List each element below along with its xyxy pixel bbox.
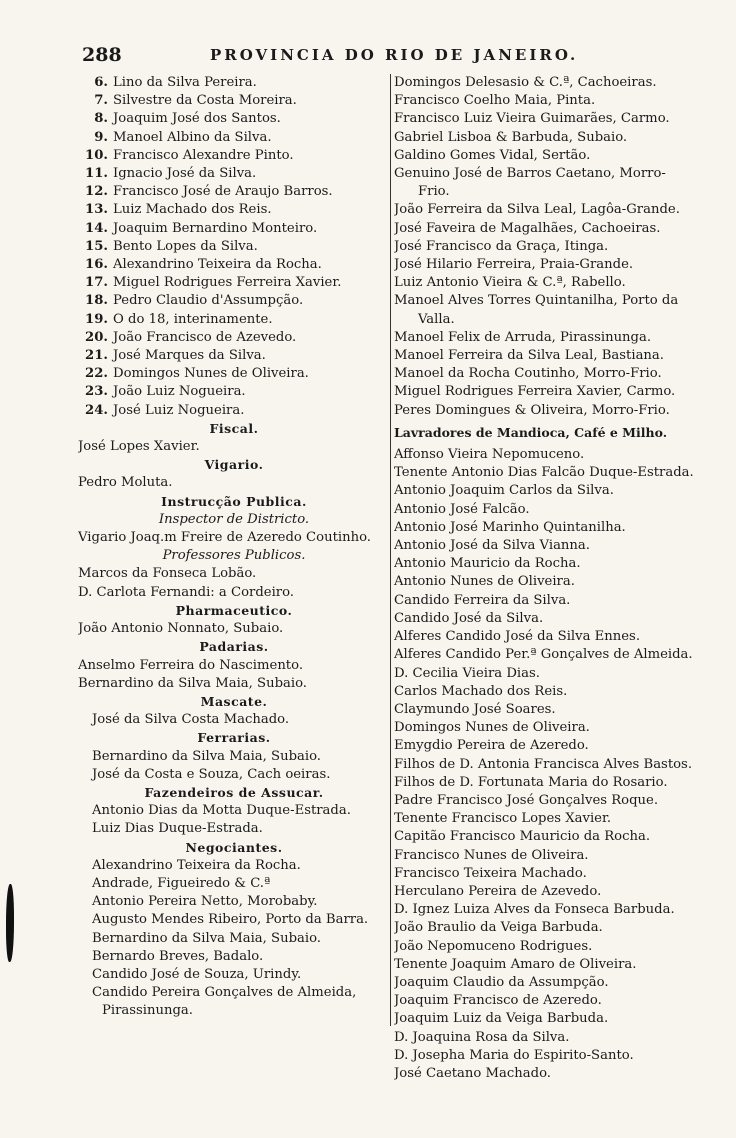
list-item: 19. O do 18, interinamente. bbox=[85, 311, 273, 327]
section-heading-instruccao: Instrucção Publica. bbox=[161, 493, 307, 509]
section-heading-negociantes: Negociantes. bbox=[185, 839, 283, 855]
entry-professor: Marcos da Fonseca Lobão. bbox=[78, 566, 257, 582]
right-column bbox=[394, 74, 706, 1083]
entry-negociante: Manoel Alves Torres Quintanilha, Porto da bbox=[394, 293, 679, 309]
entry-negociante: Bernardo Breves, Badalo. bbox=[92, 948, 264, 964]
entry-lavrador: D. Ignez Luiza Alves da Fonseca Barbuda. bbox=[394, 902, 675, 918]
entry-fiscal: José Lopes Xavier. bbox=[78, 439, 200, 455]
list-item: 10. Francisco Alexandre Pinto. bbox=[85, 147, 294, 163]
section-heading-pharmaceutico: Pharmaceutico. bbox=[175, 602, 293, 618]
entry-negociante: Francisco Luiz Vieira Guimarães, Carmo. bbox=[394, 111, 670, 127]
column-divider bbox=[390, 74, 391, 1026]
entry-negociante: Manoel Felix de Arruda, Pirassinunga. bbox=[394, 329, 652, 345]
entry-negociante: Bernardino da Silva Maia, Subaio. bbox=[92, 930, 321, 946]
entry-lavrador: Joaquim Claudio da Assumpção. bbox=[394, 974, 609, 990]
list-item: 21. José Marques da Silva. bbox=[85, 348, 266, 364]
section-heading-padarias: Padarias. bbox=[199, 639, 269, 655]
entry-lavrador: Emygdio Pereira de Azeredo. bbox=[394, 738, 589, 754]
entry-lavrador: Francisco Teixeira Machado. bbox=[394, 865, 587, 881]
list-item: 16. Alexandrino Teixeira da Rocha. bbox=[85, 257, 322, 273]
page-header bbox=[82, 44, 702, 68]
entry-negociante: Galdino Gomes Vidal, Sertão. bbox=[394, 147, 591, 163]
entry-padaria: Anselmo Ferreira do Nascimento. bbox=[78, 657, 304, 673]
entry-lavrador: Tenente Antonio Dias Falcão Duque-Estrada. bbox=[394, 465, 694, 481]
subheading-inspector: Inspector de Districto. bbox=[158, 511, 310, 527]
entry-lavrador: Alferes Candido José da Silva Ennes. bbox=[394, 629, 641, 645]
entry-lavrador: Candido José da Silva. bbox=[394, 610, 544, 626]
entry-negociante: Genuino José de Barros Caetano, Morro- bbox=[394, 166, 666, 182]
entry-lavrador: Antonio José Falcão. bbox=[394, 501, 530, 517]
entry-lavrador: Antonio Mauricio da Rocha. bbox=[394, 556, 581, 572]
entry-negociante: João Ferreira da Silva Leal, Lagôa-Grande. bbox=[394, 202, 680, 218]
entry-professor: D. Carlota Fernandi: a Cordeiro. bbox=[78, 584, 294, 600]
entry-lavrador: D. Cecilia Vieira Dias. bbox=[394, 665, 540, 681]
entry-padaria: Bernardino da Silva Maia, Subaio. bbox=[78, 675, 307, 691]
entry-pharmaceutico: João Antonio Nonnato, Subaio. bbox=[78, 621, 284, 637]
section-heading-fiscal: Fiscal. bbox=[209, 420, 259, 436]
entry-lavrador: Capitão Francisco Mauricio da Rocha. bbox=[394, 829, 651, 845]
entry-negociante: Francisco Coelho Maia, Pinta. bbox=[394, 93, 596, 109]
numbered-list bbox=[78, 74, 390, 420]
entry-lavrador: D. Josepha Maria do Espirito-Santo. bbox=[394, 1047, 634, 1063]
entry-mascate: José da Silva Costa Machado. bbox=[92, 712, 290, 728]
entry-lavrador: Antonio Nunes de Oliveira. bbox=[394, 574, 575, 590]
entry-lavrador: Padre Francisco José Gonçalves Roque. bbox=[394, 792, 659, 808]
entry-lavrador: D. Joaquina Rosa da Silva. bbox=[394, 1029, 570, 1045]
page-number: 288 bbox=[82, 44, 122, 66]
entry-ferraria: Bernardino da Silva Maia, Subaio. bbox=[92, 748, 321, 764]
entry-negociante: José Hilario Ferreira, Praia-Grande. bbox=[394, 257, 634, 273]
entry-negociante: Manoel Ferreira da Silva Leal, Bastiana. bbox=[394, 348, 664, 364]
entry-negociante: José Faveira de Magalhães, Cachoeiras. bbox=[394, 220, 661, 236]
entry-fazendeiro: Antonio Dias da Motta Duque-Estrada. bbox=[92, 803, 351, 819]
entry-negociante: Augusto Mendes Ribeiro, Porto da Barra. bbox=[92, 912, 369, 928]
entry-lavrador: Carlos Machado dos Reis. bbox=[394, 683, 568, 699]
section-heading-fazendeiros: Fazendeiros de Assucar. bbox=[144, 784, 324, 800]
entry-negociante: Peres Domingues & Oliveira, Morro-Frio. bbox=[394, 402, 670, 418]
entry-fazendeiro: Luiz Dias Duque-Estrada. bbox=[92, 821, 263, 837]
entry-negociante: Luiz Antonio Vieira & C.ª, Rabello. bbox=[394, 275, 626, 291]
entry-lavrador: Domingos Nunes de Oliveira. bbox=[394, 720, 590, 736]
entry-lavrador: Tenente Francisco Lopes Xavier. bbox=[394, 811, 612, 827]
list-item: 15. Bento Lopes da Silva. bbox=[85, 238, 258, 254]
list-item: 9. Manoel Albino da Silva. bbox=[94, 129, 272, 145]
lavradores-list bbox=[394, 446, 706, 1083]
entry-negociante: Domingos Delesasio & C.ª, Cachoeiras. bbox=[394, 75, 657, 90]
section-heading-ferrarias: Ferrarias. bbox=[197, 730, 271, 746]
entry-lavrador: Antonio José Marinho Quintanilha. bbox=[394, 519, 626, 535]
list-item: 18. Pedro Claudio d'Assumpção. bbox=[85, 293, 304, 309]
list-item: 8. Joaquim José dos Santos. bbox=[94, 111, 281, 127]
entry-negociante: Andrade, Figueiredo & C.ª bbox=[92, 875, 271, 891]
list-item: 22. Domingos Nunes de Oliveira. bbox=[85, 366, 309, 382]
entry-negociante: Gabriel Lisboa & Barbuda, Subaio. bbox=[394, 129, 628, 145]
left-column bbox=[78, 74, 390, 1021]
entry-lavrador: Claymundo José Soares. bbox=[394, 701, 556, 717]
entry-lavrador: Candido Ferreira da Silva. bbox=[394, 592, 571, 608]
entry-lavrador: Joaquim Francisco de Azeredo. bbox=[394, 993, 602, 1009]
entry-lavrador: Herculano Pereira de Azevedo. bbox=[394, 883, 602, 899]
section-heading-lavradores: Lavradores de Mandioca, Café e Milho. bbox=[394, 424, 668, 440]
list-item: 17. Miguel Rodrigues Ferreira Xavier. bbox=[85, 275, 342, 291]
entry-lavrador: Filhos de D. Fortunata Maria do Rosario. bbox=[394, 774, 668, 790]
entry-vigario: Pedro Moluta. bbox=[78, 475, 173, 491]
entry-negociante: Candido José de Souza, Urindy. bbox=[92, 966, 302, 982]
entry-negociante: Manoel da Rocha Coutinho, Morro-Frio. bbox=[394, 366, 662, 382]
list-item: 20. João Francisco de Azevedo. bbox=[85, 329, 297, 345]
list-item: 11. Ignacio José da Silva. bbox=[85, 166, 257, 182]
list-item: 13. Luiz Machado dos Reis. bbox=[85, 202, 272, 218]
entry-lavrador: Tenente Joaquim Amaro de Oliveira. bbox=[394, 956, 637, 972]
entry-continuation: Frio. bbox=[418, 184, 450, 200]
entry-inspector: Vigario Joaq.m Freire de Azeredo Coutinho. bbox=[78, 530, 371, 546]
entry-lavrador: Francisco Nunes de Oliveira. bbox=[394, 847, 589, 863]
entry-lavrador: José Caetano Machado. bbox=[394, 1065, 551, 1081]
list-item: 6. Lino da Silva Pereira. bbox=[94, 75, 257, 90]
entry-lavrador: João Braulio da Veiga Barbuda. bbox=[394, 920, 603, 936]
entry-negociante: Candido Pereira Gonçalves de Almeida, bbox=[92, 985, 357, 1001]
entry-lavrador: Affonso Vieira Nepomuceno. bbox=[394, 447, 585, 463]
entry-continuation: Valla. bbox=[418, 311, 455, 327]
list-item: 24. José Luiz Nogueira. bbox=[85, 402, 245, 418]
entry-negociante: Antonio Pereira Netto, Morobaby. bbox=[92, 894, 318, 910]
list-item: 23. João Luiz Nogueira. bbox=[85, 384, 246, 400]
entry-lavrador: João Nepomuceno Rodrigues. bbox=[394, 938, 593, 954]
entry-ferraria: José da Costa e Souza, Cach oeiras. bbox=[92, 766, 331, 782]
entry-lavrador: Joaquim Luiz da Veiga Barbuda. bbox=[394, 1011, 609, 1027]
list-item: 12. Francisco José de Araujo Barros. bbox=[85, 184, 333, 200]
list-item: 7. Silvestre da Costa Moreira. bbox=[94, 93, 297, 109]
ink-blot bbox=[6, 884, 14, 962]
subheading-professores: Professores Publicos. bbox=[162, 548, 306, 564]
entry-negociante: José Francisco da Graça, Itinga. bbox=[394, 238, 609, 254]
entry-continuation: Pirassinunga. bbox=[102, 1003, 193, 1019]
entry-lavrador: Antonio José da Silva Vianna. bbox=[394, 538, 590, 554]
entry-negociante: Miguel Rodrigues Ferreira Xavier, Carmo. bbox=[394, 384, 676, 400]
list-item: 14. Joaquim Bernardino Monteiro. bbox=[85, 220, 318, 236]
entry-negociante: Alexandrino Teixeira da Rocha. bbox=[92, 857, 301, 873]
running-title: PROVINCIA DO RIO DE JANEIRO. bbox=[210, 46, 579, 64]
entry-lavrador: Filhos de D. Antonia Francisca Alves Bastos. bbox=[394, 756, 693, 772]
entry-lavrador: Alferes Candido Per.ª Gonçalves de Almeida. bbox=[394, 647, 693, 663]
section-heading-mascate: Mascate. bbox=[200, 693, 268, 709]
section-heading-vigario: Vigario. bbox=[204, 457, 264, 473]
entry-lavrador: Antonio Joaquim Carlos da Silva. bbox=[394, 483, 614, 499]
